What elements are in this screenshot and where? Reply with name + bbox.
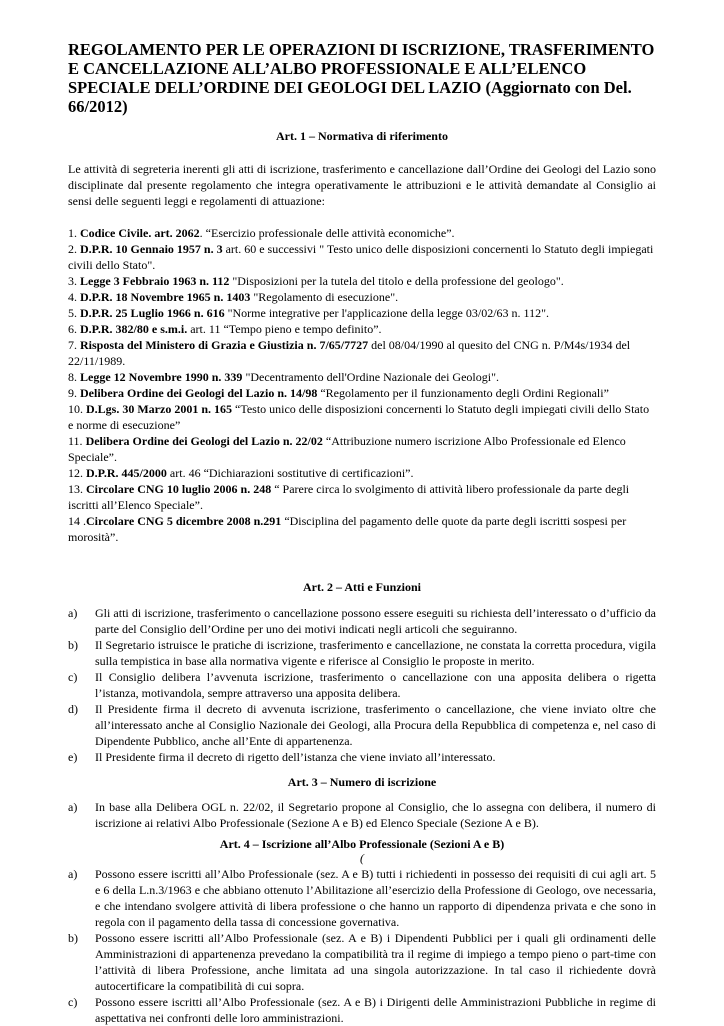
art2-list (68, 605, 656, 765)
law-item: 8. Legge 12 Novembre 1990 n. 339 "Decentramento dell'Ordine Nazionale dei Geologi". (68, 370, 499, 384)
law-item: 10. D.Lgs. 30 Marzo 2001 n. 165 “Testo unico delle disposizioni concernenti lo Statuto degli impiegati civili dello Stato e norme di esecuzione” (68, 402, 650, 432)
law-item: 11. Delibera Ordine dei Geologi del Lazio n. 22/02 “Attribuzione numero iscrizione Albo Professionale ed Elenco Speciale”. (68, 434, 626, 464)
law-item: 6. D.P.R. 382/80 e s.m.i. art. 11 “Tempo pieno e tempo definito”. (68, 322, 382, 336)
law-item: 13. Circolare CNG 10 luglio 2006 n. 248 “ Parere circa lo svolgimento di attività libero professionale da parte degli iscritti all’Elenco Speciale”. (68, 482, 630, 512)
stray-parenthesis: ( (360, 851, 364, 865)
art2-item-d: d) Il Presidente firma il decreto di avvenuta iscrizione, trasferimento o cancellazione, che viene inviato oltre che all’interessato anche al Consiglio Nazionale dei Geologi, alla Procura della Repubblica di competenza e, nel caso di Dipendente Pubblico, anche all’Ente di appartenenza. (68, 702, 656, 748)
law-item: 2. D.P.R. 10 Gennaio 1957 n. 3 art. 60 e successivi " Testo unico delle disposizioni concernenti lo Statuto degli impiegati civili dello Stato". (68, 242, 654, 272)
law-item: 14 .Circolare CNG 5 dicembre 2008 n.291 “Disciplina del pagamento delle quote da parte degli iscritti sospesi per morosità”. (68, 514, 627, 544)
law-item: 5. D.P.R. 25 Luglio 1966 n. 616 "Norme integrative per l'applicazione della legge 03/02/63 n. 112". (68, 306, 550, 320)
art2-item-e: e) Il Presidente firma il decreto di rigetto dell’istanza che viene inviato all’interessato. (68, 750, 496, 764)
art2-item-a: a) Gli atti di iscrizione, trasferimento o cancellazione possono essere eseguiti su richiesta dell’interessato o d’ufficio da parte del Consiglio dell’Ordine per uno dei motivi indicati negli articoli che seguiranno. (68, 606, 656, 636)
law-item: 3. Legge 3 Febbraio 1963 n. 112 "Disposizioni per la tutela del titolo e della professione del geologo". (68, 274, 564, 288)
art3-heading: Art. 3 – Numero di iscrizione (287, 775, 437, 789)
art4-item-c: c) Possono essere iscritti all’Albo Professionale (sez. A e B) i Dirigenti delle Amministrazioni Pubbliche in regime di aspettativa nei confronti delle loro amministrazioni. (68, 995, 656, 1025)
law-item: 7. Risposta del Ministero di Grazia e Giustizia n. 7/65/7727 del 08/04/1990 al quesito del CNG n. P/M4s/1934 del 22/11/1989. (68, 338, 631, 368)
art1-heading: Art. 1 – Normativa di riferimento (276, 129, 448, 143)
art3-list (68, 799, 656, 831)
art4-item-a: a) Possono essere iscritti all’Albo Professionale (sez. A e B) tutti i richiedenti in possesso dei requisiti di cui agli art. 5 e 6 della L.n.3/1963 e che abbiano ottenuto l’Abilitazione all’esercizio della Professione di Geologo, ove necessaria, e che intendano svolgere attività di libera professione o che hanno un rapporto di dipendenza privata e che sono in regola con il pagamento della tassa di concessione governativa. (68, 867, 656, 929)
art4-item-b: b) Possono essere iscritti all’Albo Professionale (sez. A e B) i Dipendenti Pubblici per i quali gli ordinamenti delle Amministrazioni di appartenenza prevedano la compatibilità tra il regime di impiego a tempo pieno o part-time con l’attività di libera Professione, anche limitata ad una singola autorizzazione. In tal caso il richiedente dovrà autocertificare la compatibilità di cui sopra. (68, 931, 656, 993)
art4-heading: Art. 4 – Iscrizione all’Albo Professionale (Sezioni A e B) (219, 837, 505, 851)
law-item: 4. D.P.R. 18 Novembre 1965 n. 1403 "Regolamento di esecuzione". (68, 290, 399, 304)
law-item: 12. D.P.R. 445/2000 art. 46 “Dichiarazioni sostitutive di certificazioni”. (68, 466, 414, 480)
law-reference-list (68, 225, 656, 545)
art1-intro: Le attività di segreteria inerenti gli atti di iscrizione, trasferimento e cancellazione dall’Ordine dei Geologi del Lazio sono disciplinate dal presente regolamento che integra operativamente le attribuzioni e le attività demandate al Consiglio ai sensi delle seguenti leggi e regolamenti di attuazione: (68, 162, 656, 208)
art4-list (68, 866, 656, 1026)
art2-item-c: c) Il Consiglio delibera l’avvenuta iscrizione, trasferimento o cancellazione con una apposita delibera o rigetta l’istanza, motivandola, sempre attraverso una apposita delibera. (68, 670, 656, 700)
art2-heading: Art. 2 – Atti e Funzioni (303, 580, 421, 594)
art3-item-a: a) In base alla Delibera OGL n. 22/02, il Segretario propone al Consiglio, che lo assegna con delibera, il numero di iscrizione ai relativi Albo Professionale (Sezione A e B) ed Elenco Speciale (Sezione A e B). (68, 800, 656, 830)
law-item: 9. Delibera Ordine dei Geologi del Lazio n. 14/98 “Regolamento per il funzionamento degli Ordini Regionali” (68, 386, 609, 400)
art2-item-b: b) Il Segretario istruisce le pratiche di iscrizione, trasferimento e cancellazione, ne constata la corretta procedura, vigila sulla tempistica in base alla normativa vigente e riferisce al Consiglio le proposte in merito. (68, 638, 656, 668)
document-title: REGOLAMENTO PER LE OPERAZIONI DI ISCRIZIONE, TRASFERIMENTO E CANCELLAZIONE ALL’ALBO PROFESSIONALE E ALL’ELENCO SPECIALE DELL’ORDINE DEI GEOLOGI DEL LAZIO (Aggiornato con Del. 66/2012) (68, 40, 655, 116)
law-item: 1. Codice Civile. art. 2062. “Esercizio professionale delle attività economiche”. (68, 226, 455, 240)
